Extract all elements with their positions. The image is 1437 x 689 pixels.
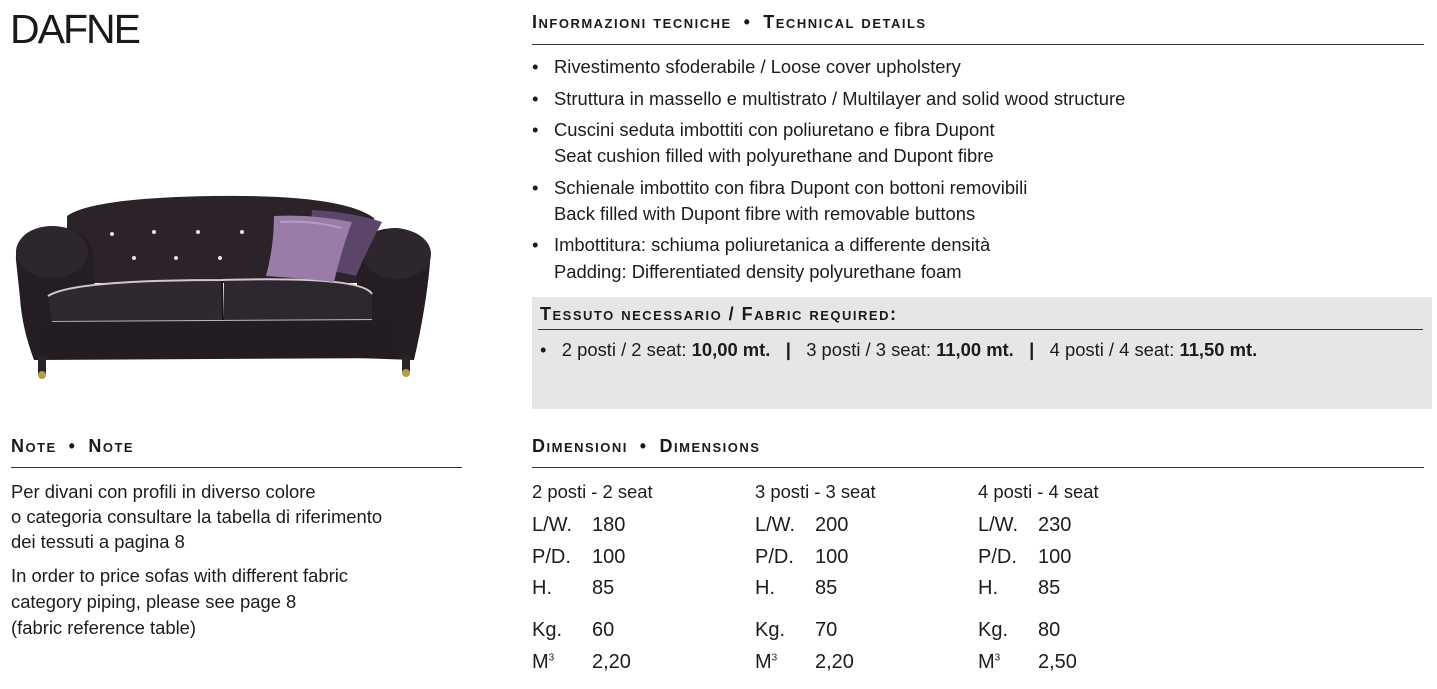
dim-label-kg: Kg. [755, 619, 786, 641]
dim-value-m3: 2,20 [815, 651, 854, 673]
note-en-line: In order to price sofas with different fabric [11, 565, 348, 586]
tech-bullet-3-text-en: Seat cushion filled with polyurethane and Dupont fibre [554, 145, 994, 166]
heading-separator-dot: • [737, 12, 758, 32]
dim-value-h: 85 [815, 577, 838, 599]
note-en-text [11, 563, 348, 641]
dim-value-pd: 100 [1038, 546, 1072, 568]
fabric-row [540, 337, 1257, 362]
note-en-line: (fabric reference table) [11, 617, 197, 638]
fabric-heading [540, 304, 897, 325]
dim-label-m3 [978, 651, 1000, 674]
note-it-text [11, 479, 382, 554]
technical-rule [532, 44, 1424, 45]
fabric-separator: | [1029, 339, 1035, 360]
tech-bullet-5-text: Imbottitura: schiuma poliuretanica a differente densità [554, 234, 991, 255]
dim-label-h: H. [532, 577, 552, 599]
note-it-line: o categoria consultare la tabella di riferimento [11, 506, 383, 527]
dim-value-m3: 2,20 [592, 651, 631, 673]
m3-label-text: M [978, 651, 995, 673]
dim-label-lw: L/W. [755, 514, 796, 536]
dim-col-title: 4 posti - 4 seat [978, 481, 1099, 502]
dim-value-kg: 60 [592, 619, 615, 641]
dim-value-kg: 70 [815, 619, 838, 641]
fabric-rule [538, 329, 1423, 330]
fabric-4-label: 4 posti / 4 seat: [1049, 339, 1175, 360]
dim-label-lw: L/W. [532, 514, 573, 536]
heading-separator-dot: • [633, 436, 655, 456]
tech-bullet-4-text-en: Back filled with Dupont fibre with removable buttons [554, 203, 976, 224]
bullet-dot: • [532, 119, 539, 140]
dim-value-lw: 180 [592, 514, 626, 536]
dim-label-lw: L/W. [978, 514, 1019, 536]
note-heading-it: Note [11, 436, 57, 456]
dimensions-heading [532, 436, 760, 457]
fabric-separator: | [785, 339, 791, 360]
fabric-3-label: 3 posti / 3 seat: [806, 339, 931, 360]
dim-value-pd: 100 [815, 546, 849, 568]
m3-label-text: M [755, 651, 772, 673]
dim-value-kg: 80 [1038, 619, 1061, 641]
dim-label-pd: P/D. [978, 546, 1017, 568]
m3-sup: 3 [771, 652, 778, 664]
dim-label-h: H. [755, 577, 775, 599]
tech-bullet-4-text: Schienale imbottito con fibra Dupont con bottoni removibili [554, 177, 1028, 198]
fabric-3-value: 11,00 mt. [936, 339, 1014, 360]
dimensions-heading-en: Dimensions [659, 436, 761, 456]
sofa-image [12, 188, 437, 388]
tech-bullet-5-text-en: Padding: Differentiated density polyurethane foam [554, 261, 962, 282]
fabric-2-value: 10,00 mt. [691, 339, 771, 360]
dim-value-h: 85 [1038, 577, 1061, 599]
tech-bullet-1-text: Rivestimento sfoderabile / Loose cover upholstery [554, 56, 961, 77]
dim-label-kg: Kg. [532, 619, 563, 641]
tech-bullet-3-text: Cuscini seduta imbottiti con poliuretano e fibra Dupont [554, 119, 995, 140]
m3-label-text: M [532, 651, 549, 673]
dim-label-m3 [532, 651, 554, 674]
dim-value-m3: 2,50 [1038, 651, 1077, 673]
dim-value-lw: 200 [815, 514, 849, 536]
dim-label-kg: Kg. [978, 619, 1009, 641]
heading-separator-dot: • [62, 436, 83, 456]
note-heading-en: Note [88, 436, 135, 456]
technical-heading [532, 12, 927, 33]
bullet-dot: • [540, 339, 547, 360]
m3-sup: 3 [548, 652, 555, 664]
bullet-dot: • [532, 234, 539, 255]
note-rule [11, 467, 462, 468]
dim-label-h: H. [978, 577, 998, 599]
dimensions-rule [532, 467, 1424, 468]
dim-value-lw: 230 [1038, 514, 1072, 536]
fabric-4-value: 11,50 mt. [1179, 339, 1258, 360]
dim-col-title: 3 posti - 3 seat [755, 481, 876, 502]
dim-label-pd: P/D. [532, 546, 571, 568]
fabric-heading-text: Tessuto necessario / Fabric required: [540, 304, 898, 324]
tech-bullet-2-text: Struttura in massello e multistrato / Multilayer and solid wood structure [554, 88, 1126, 109]
m3-sup: 3 [994, 652, 1001, 664]
note-it-line: Per divani con profili in diverso colore [11, 481, 316, 502]
technical-heading-it: Informazioni tecniche [532, 12, 732, 32]
bullet-dot: • [532, 56, 539, 77]
dimensions-heading-it: Dimensioni [532, 436, 628, 456]
bullet-dot: • [532, 177, 539, 198]
fabric-2-label: 2 posti / 2 seat: [561, 339, 687, 360]
product-title: DAFNE [10, 6, 139, 52]
dim-value-pd: 100 [592, 546, 626, 568]
note-it-line: dei tessuti a pagina 8 [11, 531, 185, 552]
technical-heading-en: Technical details [763, 12, 927, 32]
dim-col-title: 2 posti - 2 seat [532, 481, 653, 502]
note-heading [11, 436, 134, 457]
dim-label-pd: P/D. [755, 546, 794, 568]
note-en-line: category piping, please see page 8 [11, 591, 297, 612]
dim-value-h: 85 [592, 577, 615, 599]
bullet-dot: • [532, 88, 539, 109]
dim-label-m3 [755, 651, 777, 674]
